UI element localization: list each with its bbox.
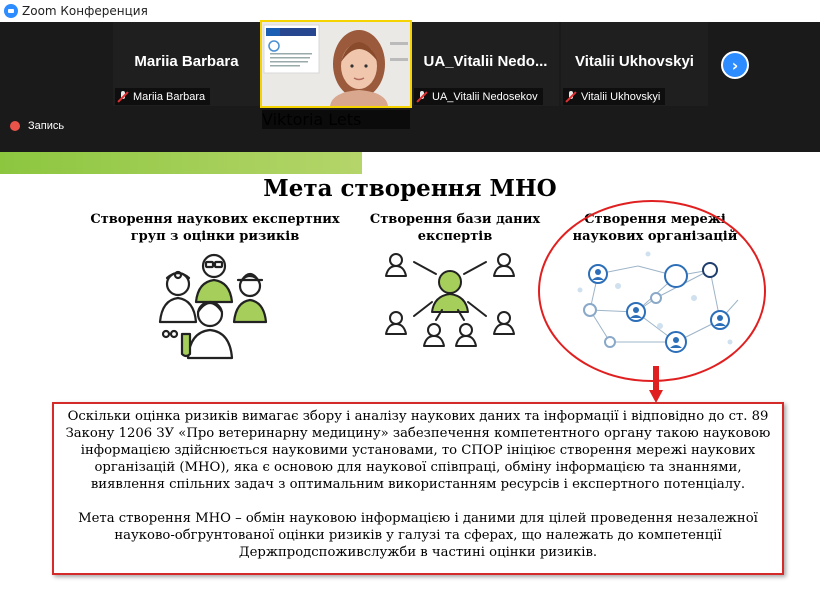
mic-muted-icon (117, 91, 129, 103)
expert-group-icon (152, 250, 270, 362)
participant-name: Vitalii Ukhovskyi (575, 53, 694, 70)
participant-tile-viktoria[interactable] (262, 22, 410, 129)
column-heading-science-network: Створення мережі наукових організацій (572, 212, 738, 244)
down-arrow-icon (649, 366, 663, 404)
mic-muted-icon (416, 91, 428, 103)
science-network-icon (560, 246, 750, 362)
participant-tag: Viktoria Lets (262, 110, 410, 129)
slide-accent-band (0, 152, 362, 174)
participant-video-feed (262, 22, 410, 106)
participant-tile-vitalii-nedosekov[interactable] (412, 22, 559, 106)
description-paragraph-1: Оскільки оцінка ризиків вимагає збору і аналізу наукових даних та інформації і відповідно до ст. 89 Закону 1206 ЗУ «Про ветеринарну медицину» забезпечення компетентного органу такою науковою інформацією здійснюється науковими установами, то СПОР ініціює створення мережі наукових організацій (МНО), яка є основою для наукової співпраці, обміну інформацією та знаннями, виявлення спільних задач з оптимальним використанням ресурсів і експертного потенціалу. (65, 409, 771, 492)
description-paragraph-2: Мета створення МНО – обмін науковою інформацією і даними для цілей проведення незалежної науково-обгрунтованої оцінки ризиків у галузі та сферах, що належать до компетенції Держпродспоживслужби в частині оцінки ризиків. (78, 511, 758, 560)
zoom-logo-icon (4, 4, 18, 18)
participant-tag: UA_Vitalii Nedosekov (414, 88, 543, 105)
participant-tag: Vitalii Ukhovskyi (563, 88, 665, 105)
participant-name: UA_Vitalii Nedo... (423, 53, 548, 70)
meeting-participants-strip (0, 22, 820, 152)
participant-name: Mariia Barbara (134, 53, 239, 70)
participant-tile-vitalii-ukhovskyi[interactable] (561, 22, 708, 106)
mic-muted-icon (565, 91, 577, 103)
recording-indicator[interactable] (10, 120, 64, 132)
description-textbox (52, 402, 784, 575)
window-title: Zoom Конференция (22, 4, 148, 18)
column-heading-expert-groups: Створення наукових експертних груп з оцінки ризиків (90, 212, 340, 244)
window-titlebar (0, 0, 820, 22)
slide-title: Мета створення МНО (263, 175, 557, 202)
recording-label: Запись (28, 120, 65, 132)
participant-tag: Mariia Barbara (115, 88, 210, 105)
column-heading-expert-database: Створення бази даних експертів (369, 212, 541, 244)
record-icon (10, 121, 20, 131)
expert-database-icon (380, 248, 520, 358)
next-participants-button[interactable] (721, 51, 749, 79)
chevron-right-icon: › (731, 55, 739, 75)
participant-tile-mariia[interactable] (113, 22, 260, 106)
